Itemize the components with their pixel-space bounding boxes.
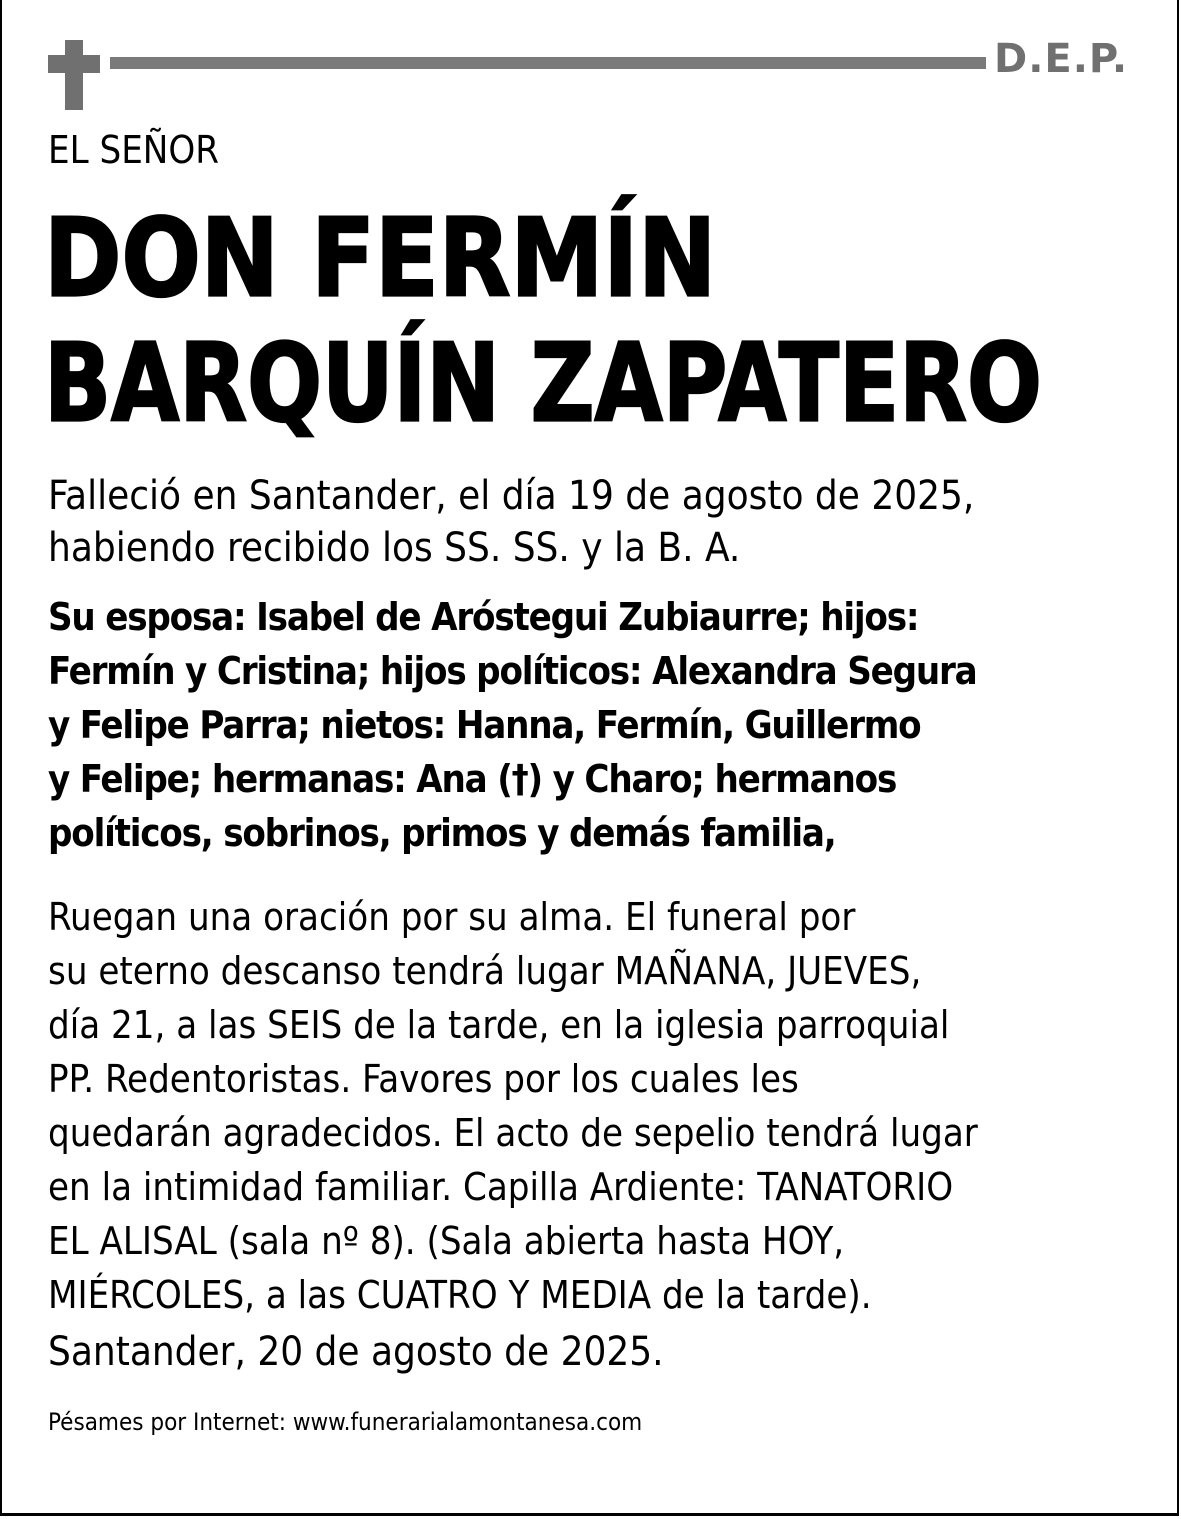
funeral-line: su eterno descanso tendrá lugar MAÑANA, JUEVES, — [48, 949, 922, 993]
condolences — [48, 1406, 1158, 1438]
family-line: Fermín y Cristina; hijos políticos: Alexandra Segura — [48, 649, 977, 693]
funeral-line: Ruegan una oración por su alma. El funeral por — [48, 895, 856, 939]
family-line: y Felipe Parra; nietos: Hanna, Fermín, Guillermo — [48, 703, 921, 747]
death-notice-line: Falleció en Santander, el día 19 de agosto de 2025, — [48, 473, 975, 519]
place-date-line: Santander, 20 de agosto de 2025. — [48, 1329, 664, 1375]
funeral-details — [48, 890, 1158, 1322]
deceased-name-line2: BARQUÍN ZAPATERO — [44, 321, 1042, 447]
funeral-line: MIÉRCOLES, a las CUATRO Y MEDIA de la tarde). — [48, 1273, 872, 1317]
family-line: políticos, sobrinos, primos y demás familia, — [48, 811, 836, 855]
family-line: Su esposa: Isabel de Aróstegui Zubiaurre; hijos: — [48, 595, 919, 639]
header-rule — [110, 57, 986, 69]
cross-icon — [48, 40, 100, 110]
dep-label: D.E.P. — [994, 36, 1129, 82]
family-line: y Felipe; hermanas: Ana (†) y Charo; hermanos — [48, 757, 897, 801]
condolences-link-text: Pésames por Internet: www.funerarialamontanesa.com — [48, 1408, 643, 1436]
deceased-title: EL SEÑOR — [48, 128, 220, 172]
funeral-line: día 21, a las SEIS de la tarde, en la iglesia parroquial — [48, 1003, 950, 1047]
funeral-line: PP. Redentoristas. Favores por los cuales les — [48, 1057, 799, 1101]
death-notice — [48, 470, 1158, 574]
funeral-line: en la intimidad familiar. Capilla Ardiente: TANATORIO — [48, 1165, 954, 1209]
funeral-line: quedarán agradecidos. El acto de sepelio tendrá lugar — [48, 1111, 978, 1155]
funeral-line: EL ALISAL (sala nº 8). (Sala abierta hasta HOY, — [48, 1219, 845, 1263]
place-date — [48, 1326, 1158, 1378]
family-list — [48, 590, 1158, 860]
death-notice-line: habiendo recibido los SS. SS. y la B. A. — [48, 525, 741, 571]
deceased-name-line1: DON FERMÍN — [44, 196, 717, 322]
